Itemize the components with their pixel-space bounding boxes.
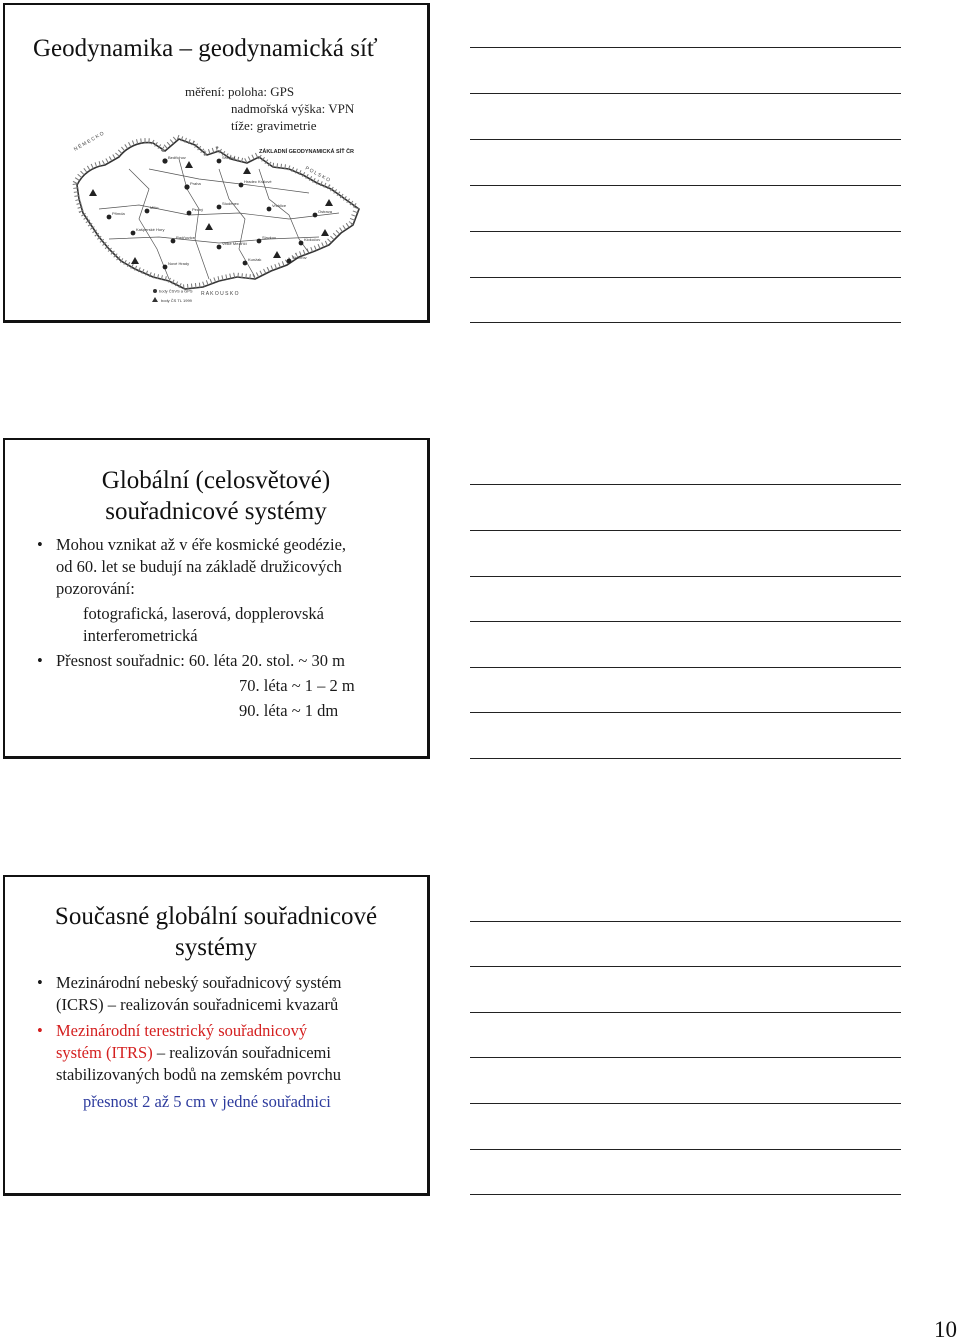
map-point-label: Studenec [222,201,239,206]
geodynamic-network-map [69,129,367,309]
map-point-label: Radňovice [176,235,195,240]
slide-geodynamika [3,3,430,323]
map-label-austria: R A K O U S K O [201,291,239,297]
measurement-height: nadmořská výška: VPN [231,101,355,116]
bullet-itrs: • Mezinárodní terestrický souřadnicový systém (ITRS) – realizován souřadnicemi stabilizovaných bodů na zemském povrchu [35,1020,417,1086]
bullet-list [35,534,417,722]
slide-global-systems [3,438,430,759]
page-number: 10 [934,1317,957,1342]
map-title: ZÁKLADNÍ GEODYNAMICKÁ SÍŤ ČR [259,149,355,155]
measurement-position: měření: poloha: GPS [185,84,295,99]
slide-title: Současné globální souřadnicové [54,903,378,930]
map-point-label: Skuhrov [292,255,307,260]
measurement-gravity: tíže: gravimetrie [231,118,317,133]
map-point-label: Přimda [112,211,125,216]
map-point-label: Slavkov [262,235,277,240]
bullet-sub-methods: fotografická, laserová, dopplerovská interferometrická [83,604,324,645]
map-point-label: Hradec Králové [244,179,272,184]
map-point-label: Kašperské Hory [136,227,165,232]
map-legend-gps: body ČSVS a GPS [159,288,193,294]
bullet-icrs: • Mezinárodní nebeský souřadnicový systém (ICRS) – realizován souřadnicemi kvazarů [35,972,417,1016]
slide-title: Geodynamika – geodynamická síť [33,35,378,62]
map-point-label: Pecný [192,207,204,212]
bullet-accuracy: • Přesnost souřadnic: 60. léta 20. stol. ~ 30 m 70. léta ~ 1 – 2 m 90. léta ~ 1 dm [35,650,417,722]
map-point-label: Nové Hrady [168,261,190,266]
bullet-origin: • Mohou vznikat až v éře kosmické geodézie, od 60. let se budují na základě družicových pozorování: [35,534,417,600]
map-point-label: Milín [150,205,159,210]
map-point-label: Ostrava [318,209,333,214]
map-point-label: Praha [190,181,201,186]
map-point-label: Klokočov [304,237,321,242]
slide-title: Globální (celosvětové) [101,467,331,494]
bullet-sub-precision: přesnost 2 až 5 cm v jedné souřadnici [83,1092,331,1111]
slide-title-line2: systémy [175,934,257,961]
map-label-poland: P O L S K O [304,165,331,184]
map-point-label: Vrchlice [272,203,287,208]
slide-current-systems [3,875,430,1196]
slide-title-line2: souřadnicové systémy [105,498,327,525]
map-point-label: Sněžka [222,155,236,160]
map-point-label: Velké Meziříčí [222,241,247,246]
bullet-list [35,972,417,1113]
map-point-label: Kunžak [248,257,262,262]
map-legend-tl: body ČS TL 1999 [161,298,192,303]
map-label-germany: N Ě M E C K O [73,130,106,153]
map-point-label: Bedřichov [168,155,186,160]
